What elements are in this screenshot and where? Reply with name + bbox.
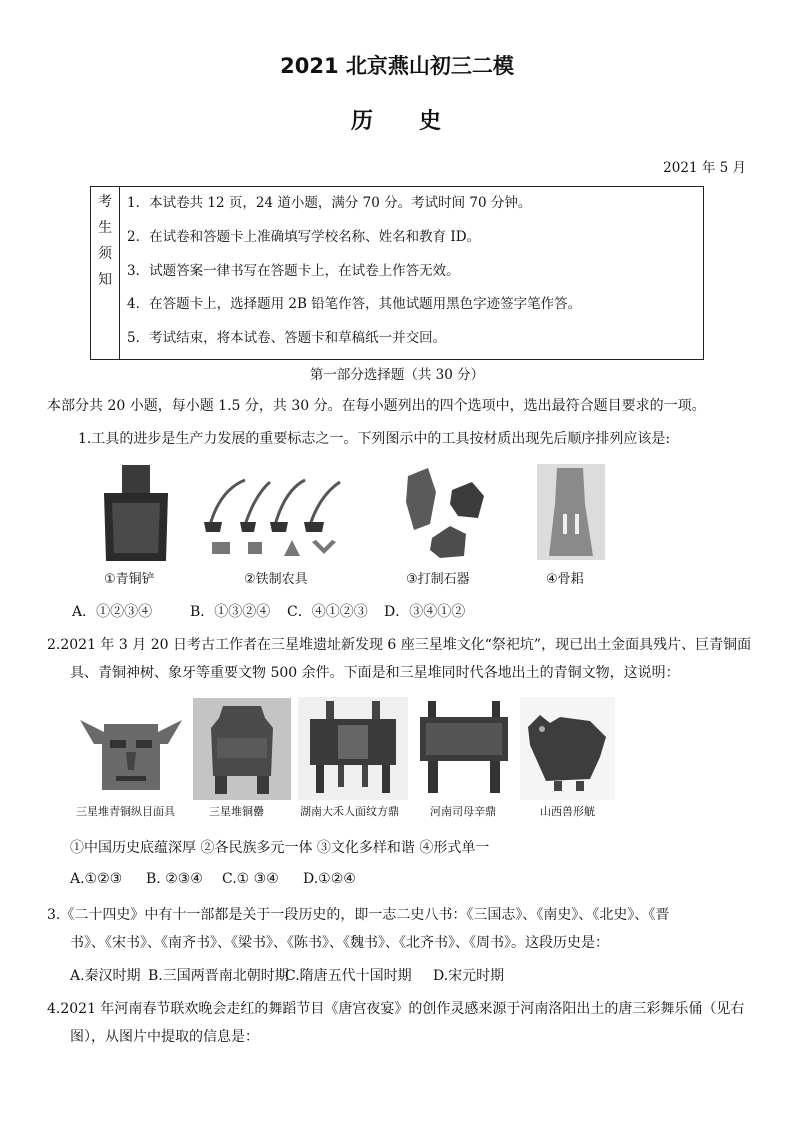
part1-intro: 本部分共 20 小题，每小题 1.5 分，共 30 分。在每小题列出的四个选项中，选出最符合题目要求的一项。 <box>47 398 706 414</box>
notice-item: 4．在答题卡上，选择题用 2B 铅笔作答，其他试题用黑色字迹签字笔作答。 <box>127 296 582 312</box>
q2-option-a: A.①②③ <box>70 871 123 887</box>
q3-stem-line1: 3.《二十四史》中有十一部都是关于一段历史的，即一志二史八书：《三国志》、《南史》、《北史》、《晋 <box>47 907 670 923</box>
subject-char-2: 史 <box>419 109 444 134</box>
simuxin-ding-image <box>414 697 514 799</box>
q4-stem-line2: 图），从图片中提取的信息是： <box>70 1029 259 1045</box>
bone-spade-image <box>537 464 605 560</box>
notice-item: 2．在试卷和答题卡上准确填写学校名称、姓名和教育 ID。 <box>127 229 481 245</box>
q2-option-b: B. ②③④ <box>146 871 203 887</box>
q2-option-d: D.①②④ <box>303 871 356 887</box>
q2-caption-5: 山西兽形觥 <box>540 805 595 818</box>
q2-stem-line1: 2.2021 年 3 月 20 日考古工作者在三星堆遗址新发现 6 座三星堆文化“祭祀坑”，现已出土金面具残片、巨青铜面 <box>47 637 752 653</box>
q1-option-d: D．③④①② <box>384 604 466 620</box>
notice-item: 5．考试结束，将本试卷、答题卡和草稿纸一并交回。 <box>127 330 447 346</box>
iron-tools-image <box>200 470 350 560</box>
q1-caption-1: ①青铜铲 <box>104 572 155 587</box>
subject-char-1: 历 <box>350 109 375 134</box>
notice-side-char: 生 <box>98 220 112 236</box>
bronze-face-ding-image <box>298 697 408 800</box>
q1-option-b: B．①③②④ <box>190 604 271 620</box>
notice-side-char: 知 <box>98 272 112 288</box>
exam-title: 2021 北京燕山初三二模 <box>280 54 514 78</box>
bronze-mask-image <box>76 702 186 797</box>
q1-caption-3: ③打制石器 <box>406 572 470 587</box>
exam-date: 2021 年 5 月 <box>663 160 746 176</box>
notice-box <box>90 186 704 360</box>
q2-caption-3: 湖南大禾人面纹方鼎 <box>300 805 399 818</box>
subject-title <box>0 104 794 135</box>
part1-heading: 第一部分选择题（共 30 分） <box>309 367 485 383</box>
q1-stem: 1.工具的进步是生产力发展的重要标志之一。下列图示中的工具按材质出现先后顺序排列应该是: <box>78 431 671 447</box>
q2-caption-2: 三星堆铜罍 <box>209 805 264 818</box>
q1-caption-4: ④骨耜 <box>546 572 584 587</box>
q2-stem-line2: 具、青铜神树、象牙等重要文物 500 余件。下面是和三星堆同时代各地出土的青铜文物，这说明： <box>70 665 680 681</box>
q3-option-d: D.宋元时期 <box>433 968 505 984</box>
q1-option-a: A．①②③④ <box>72 604 153 620</box>
q2-option-c: C.① ③④ <box>222 871 279 887</box>
beast-gong-image <box>520 697 615 800</box>
q2-statements: ①中国历史底蕴深厚 ②各民族多元一体 ③文化多样和谐 ④形式单一 <box>70 840 490 856</box>
q1-caption-2: ②铁制农具 <box>244 572 308 587</box>
q3-stem-line2: 书》、《宋书》、《南齐书》、《梁书》、《陈书》、《魏书》、《北齐书》、《周书》。这段历史是： <box>70 935 609 951</box>
bronze-shovel-image <box>100 463 172 563</box>
notice-side-char: 须 <box>98 246 112 262</box>
notice-item: 3．试题答案一律书写在答题卡上，在试卷上作答无效。 <box>127 263 460 279</box>
bronze-lei-image <box>193 698 291 800</box>
notice-side-char: 考 <box>98 194 112 210</box>
q3-option-a: A.秦汉时期 <box>70 968 141 984</box>
q3-option-b: B.三国两晋南北朝时期 <box>148 968 289 984</box>
q2-caption-1: 三星堆青铜纵目面具 <box>76 805 175 818</box>
chipped-stone-tools-image <box>400 462 495 562</box>
notice-item: 1．本试卷共 12 页，24 道小题，满分 70 分。考试时间 70 分钟。 <box>127 195 532 211</box>
q2-caption-4: 河南司母辛鼎 <box>430 805 496 818</box>
notice-side-label <box>91 187 120 359</box>
q4-stem-line1: 4.2021 年河南春节联欢晚会走红的舞蹈节目《唐宫夜宴》的创作灵感来源于河南洛阳出土的唐三彩舞乐俑（见右 <box>47 1001 745 1017</box>
q3-option-c: C.隋唐五代十国时期 <box>285 968 412 984</box>
q1-option-c: C．④①②③ <box>287 604 368 620</box>
